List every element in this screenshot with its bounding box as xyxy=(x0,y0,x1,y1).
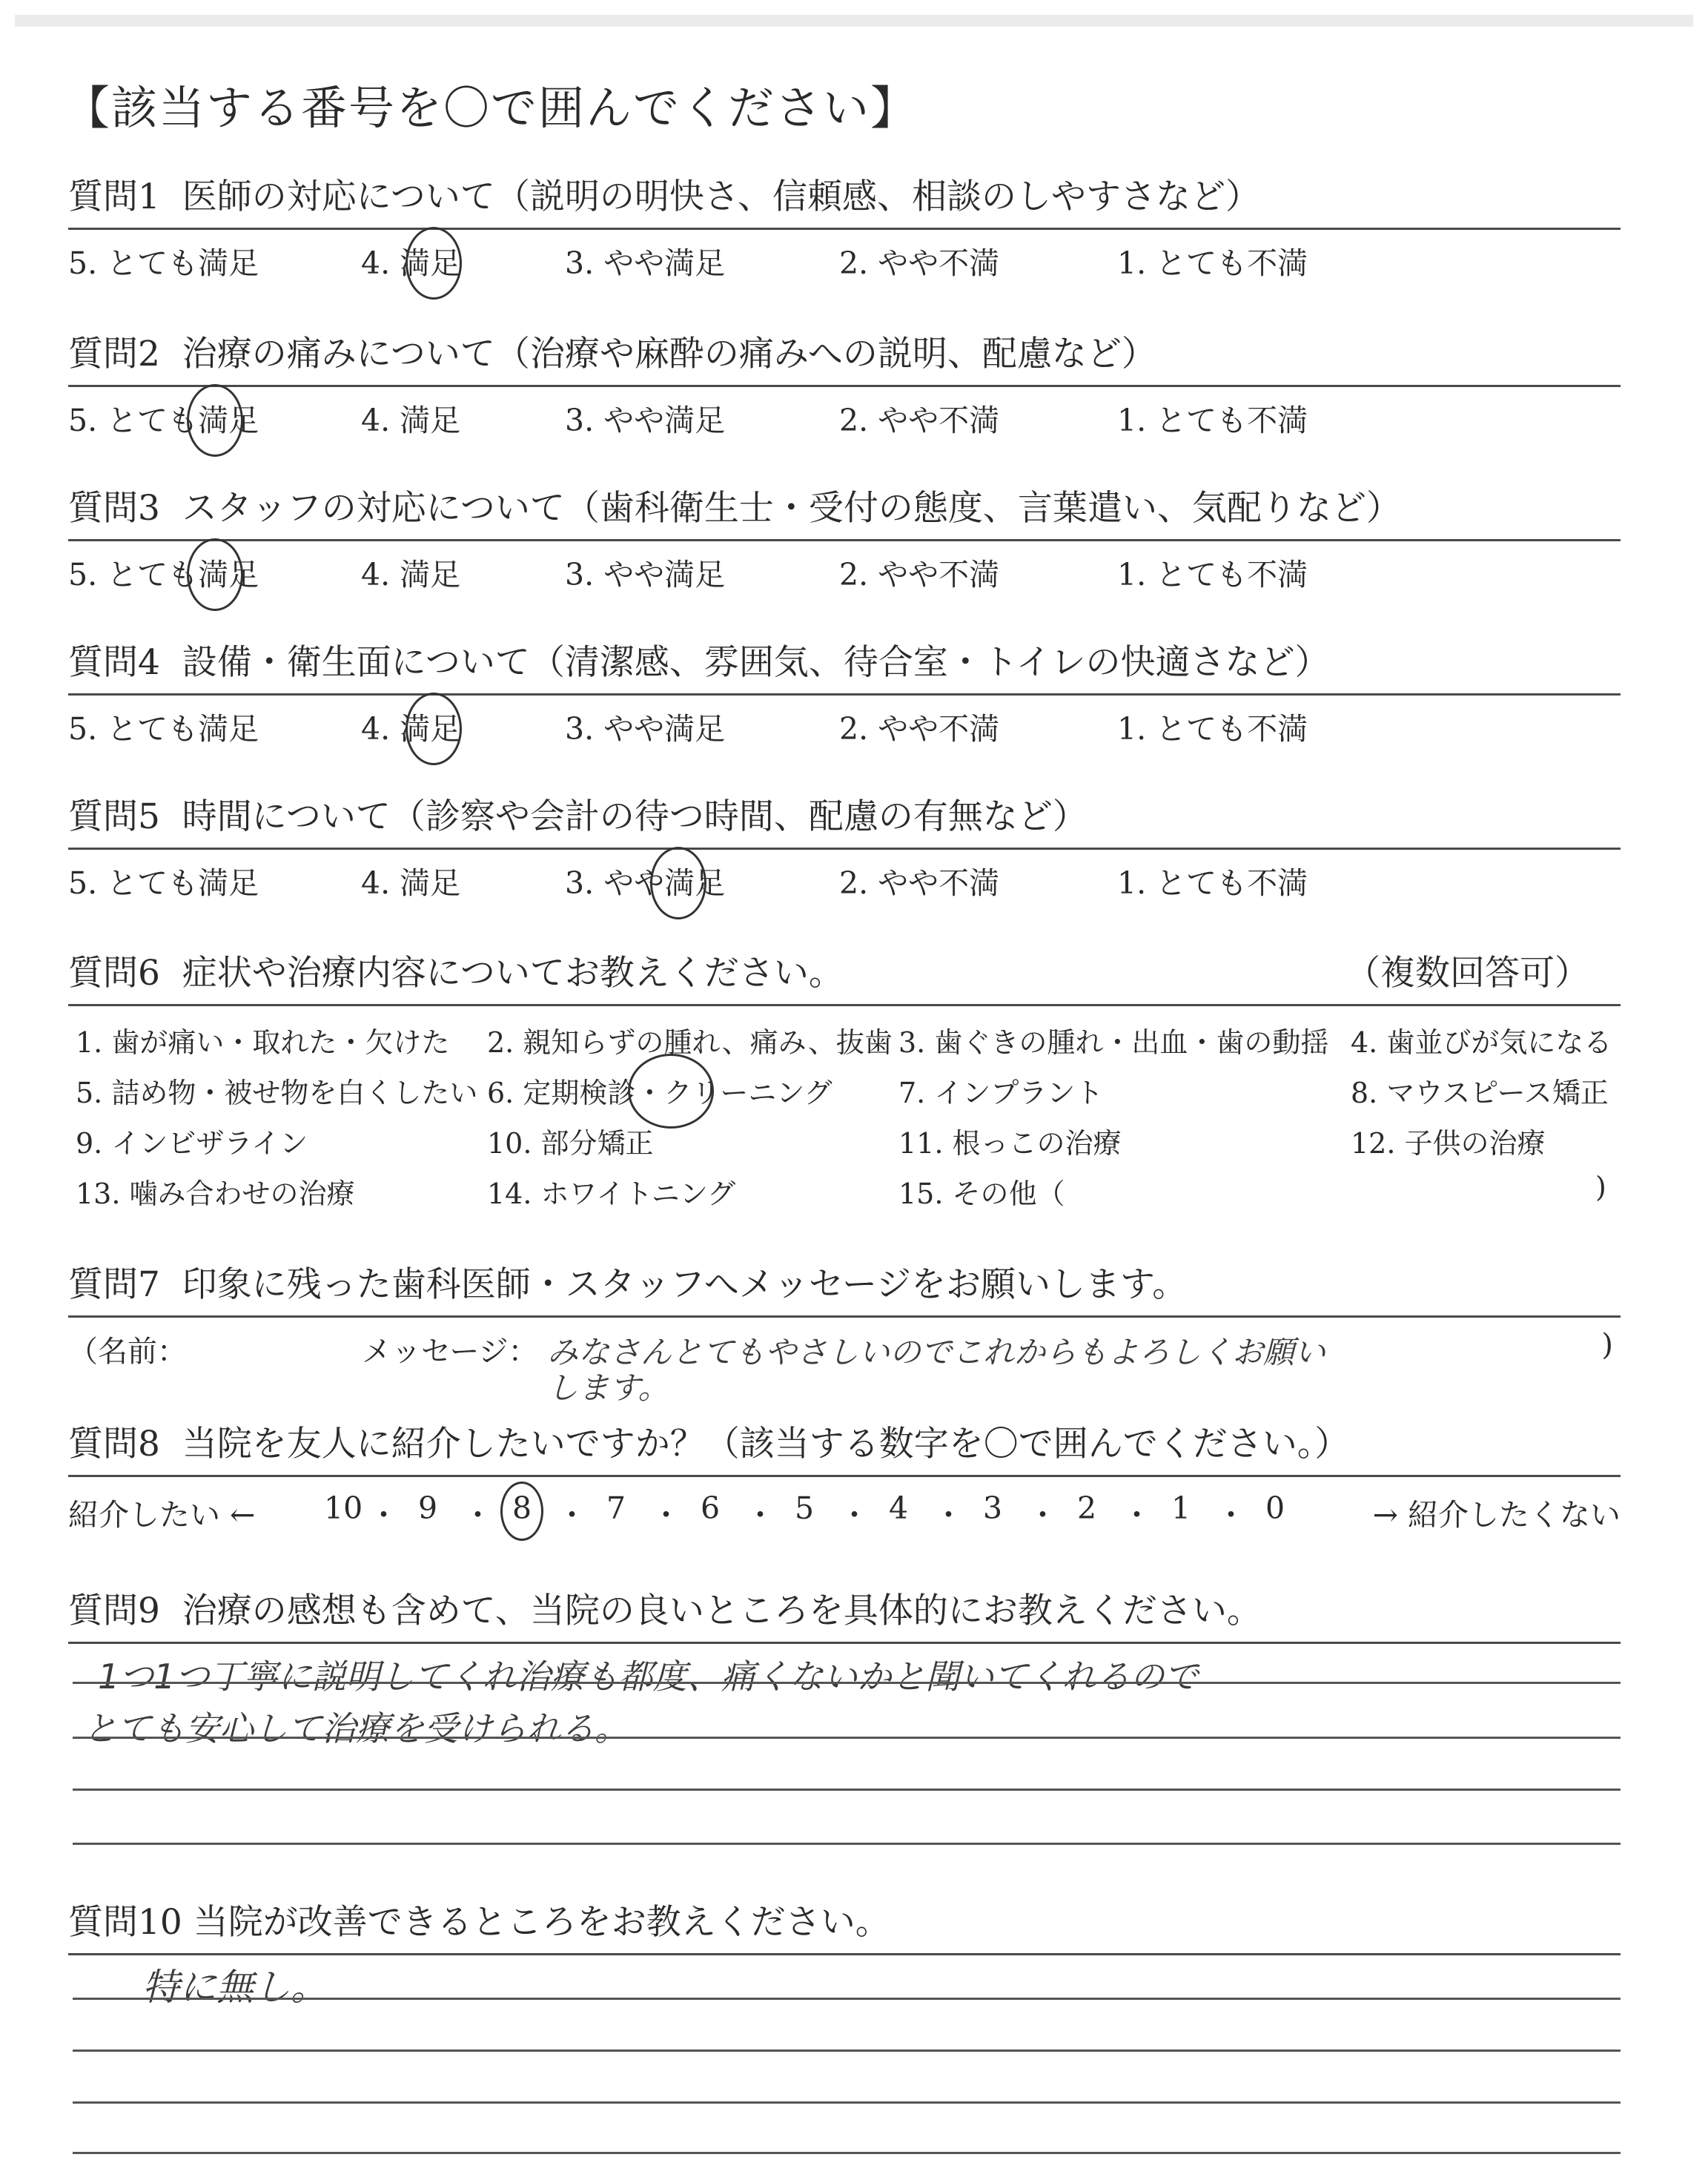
scale-number[interactable]: 6 xyxy=(701,1490,721,1526)
question-header xyxy=(68,635,1621,696)
question-label: 質問4 xyxy=(68,642,160,683)
question-label: 質問3 xyxy=(68,488,160,529)
selection-circle xyxy=(650,847,706,919)
question-label: 質問5 xyxy=(68,796,160,837)
scale-number[interactable]: 9 xyxy=(418,1490,438,1526)
question-9 xyxy=(68,1583,1621,1748)
question-text: スタッフの対応について（歯科衛生士・受付の態度、言葉遣い、気配りなど） xyxy=(182,488,1401,529)
question-header xyxy=(68,789,1621,850)
symptom-option[interactable]: 12. 子供の治療 xyxy=(1351,1127,1546,1160)
question-text: 当院が改善できるところをお教えください。 xyxy=(193,1902,890,1943)
question-label: 質問9 xyxy=(68,1591,160,1631)
rating-option[interactable]: 2. やや不満 xyxy=(839,711,1000,747)
symptom-option[interactable]: 8. マウスピース矯正 xyxy=(1351,1077,1609,1109)
question-label: 質問2 xyxy=(68,334,160,374)
rating-option[interactable]: 5. とても満足 xyxy=(68,557,259,592)
rating-option[interactable]: 3. やや満足 xyxy=(565,711,726,747)
rating-options xyxy=(68,541,1621,592)
scale-number[interactable]: 3 xyxy=(983,1490,1003,1526)
symptom-option[interactable]: 7. インプラント xyxy=(898,1077,1104,1109)
symptom-option[interactable]: 1. 歯が痛い・取れた・欠けた xyxy=(76,1026,450,1059)
question-header xyxy=(68,1257,1621,1318)
selection-circle xyxy=(187,384,243,457)
question-label: 質問10 xyxy=(68,1902,182,1943)
message-row xyxy=(68,1318,1621,1406)
scale-number[interactable]: 4 xyxy=(889,1490,909,1526)
rating-option[interactable]: 4. 満足 xyxy=(361,557,461,592)
multiple-answer-note: （複数回答可） xyxy=(1345,953,1589,994)
rating-option[interactable]: 1. とても不満 xyxy=(1117,557,1308,592)
question-label: 質問8 xyxy=(68,1424,160,1464)
question-text: 当院を友人に紹介したいですか？（該当する数字を〇で囲んでください。） xyxy=(182,1424,1350,1464)
question-text: 症状や治療内容についてお教えください。 xyxy=(182,953,844,994)
rating-option[interactable]: 5. とても満足 xyxy=(68,403,259,438)
rating-options xyxy=(68,850,1621,901)
answer-rule xyxy=(73,1682,1621,1684)
rating-option[interactable]: 4. 満足 xyxy=(361,711,461,747)
scale-separator: ・ xyxy=(368,1497,399,1533)
rating-option[interactable]: 5. とても満足 xyxy=(68,711,259,747)
scale-number[interactable]: 8 xyxy=(512,1490,532,1526)
rating-options xyxy=(68,696,1621,747)
answer-rule xyxy=(73,1843,1621,1845)
symptom-option[interactable]: 11. 根っこの治療 xyxy=(898,1127,1122,1160)
symptom-options xyxy=(68,1006,1621,1214)
question-4 xyxy=(68,635,1621,747)
selection-circle xyxy=(628,1054,714,1129)
scale-separator: ・ xyxy=(651,1497,681,1533)
rating-option[interactable]: 5. とても満足 xyxy=(68,245,259,281)
improvement-answer: 特に無し。 xyxy=(142,1966,328,2009)
symptom-option[interactable]: 5. 詰め物・被せ物を白くしたい xyxy=(76,1077,478,1109)
answer-rule xyxy=(73,2152,1621,2154)
scale-separator: ・ xyxy=(933,1497,964,1533)
symptom-option[interactable]: 2. 親知らずの腫れ、痛み、抜歯 xyxy=(487,1026,893,1059)
symptom-option[interactable]: 9. インビザライン xyxy=(76,1127,308,1160)
name-label: （名前： xyxy=(68,1335,187,1369)
scale-number[interactable]: 0 xyxy=(1265,1490,1285,1526)
rating-option[interactable]: 2. やや不満 xyxy=(839,403,1000,438)
rating-option[interactable]: 2. やや不満 xyxy=(839,245,1000,281)
question-label: 質問1 xyxy=(68,176,160,217)
question-text: 治療の感想も含めて、当院の良いところを具体的にお教えください。 xyxy=(182,1591,1262,1631)
rating-option[interactable]: 1. とても不満 xyxy=(1117,245,1308,281)
answer-rule xyxy=(73,2101,1621,2104)
selection-circle xyxy=(187,538,243,611)
question-5 xyxy=(68,789,1621,901)
rating-option[interactable]: 1. とても不満 xyxy=(1117,865,1308,901)
recommend-scale xyxy=(68,1477,1621,1533)
selection-circle xyxy=(406,693,462,765)
scale-number[interactable]: 1 xyxy=(1171,1490,1191,1526)
question-text: 治療の痛みについて（治療や麻酔の痛みへの説明、配慮など） xyxy=(182,334,1156,374)
scale-left-label: 紹介したい ← xyxy=(68,1497,256,1533)
selection-circle xyxy=(406,227,462,300)
question-7 xyxy=(68,1257,1621,1406)
page-title: 【該当する番号を〇で囲んでください】 xyxy=(64,81,918,135)
rating-option[interactable]: 4. 満足 xyxy=(361,403,461,438)
scale-separator: ・ xyxy=(839,1497,870,1533)
question-2 xyxy=(68,326,1621,438)
rating-option[interactable]: 1. とても不満 xyxy=(1117,403,1308,438)
question-header xyxy=(68,480,1621,541)
answer-rule xyxy=(73,2050,1621,2052)
question-header xyxy=(68,1583,1621,1644)
symptom-option[interactable]: 13. 噛み合わせの治療 xyxy=(76,1178,355,1210)
scale-right-label: → 紹介したくない xyxy=(1372,1497,1621,1533)
question-6 xyxy=(68,945,1621,1214)
symptom-option[interactable]: 10. 部分矯正 xyxy=(487,1127,654,1160)
question-8 xyxy=(68,1416,1621,1533)
question-text: 医師の対応について（説明の明快さ、信頼感、相談のしやすさなど） xyxy=(182,176,1260,217)
answer-rule xyxy=(73,1737,1621,1739)
rating-option[interactable]: 2. やや不満 xyxy=(839,557,1000,592)
question-header xyxy=(68,945,1621,1006)
rating-option[interactable]: 2. やや不満 xyxy=(839,865,1000,901)
message-line-2: します。 xyxy=(547,1370,669,1406)
message-label: メッセージ： xyxy=(362,1335,538,1369)
rating-option[interactable]: 4. 満足 xyxy=(361,865,461,901)
question-header xyxy=(68,169,1621,230)
scale-number[interactable]: 2 xyxy=(1077,1490,1097,1526)
answer-rule xyxy=(73,1998,1621,2000)
answer-line-1: 1つ1つ丁寧に説明してくれ治療も都度、痛くないかと聞いてくれるので xyxy=(98,1657,1199,1697)
rating-option[interactable]: 3. やや満足 xyxy=(565,865,726,901)
rating-option[interactable]: 3. やや満足 xyxy=(565,557,726,592)
question-3 xyxy=(68,480,1621,592)
question-10 xyxy=(68,1895,1621,2009)
question-header xyxy=(68,1416,1621,1477)
symptom-option: ) xyxy=(1595,1171,1606,1203)
scale-separator: ・ xyxy=(745,1497,775,1533)
question-text: 印象に残った歯科医師・スタッフへメッセージをお願いします。 xyxy=(182,1264,1188,1305)
answer-line-2: とても安心して治療を受けられる。 xyxy=(83,1708,629,1748)
selection-circle xyxy=(500,1482,543,1541)
question-label: 質問6 xyxy=(68,953,160,994)
scale-number[interactable]: 5 xyxy=(795,1490,815,1526)
question-label: 質問7 xyxy=(68,1264,160,1305)
question-text: 時間について（診察や会計の待つ時間、配慮の有無など） xyxy=(182,796,1088,837)
rating-options xyxy=(68,230,1621,281)
rating-option[interactable]: 3. やや満足 xyxy=(565,403,726,438)
question-text: 設備・衛生面について（清潔感、雰囲気、待合室・トイレの快適さなど） xyxy=(182,642,1330,683)
symptom-option[interactable]: 6. 定期検診・クリーニング xyxy=(487,1077,833,1109)
message-line-1: みなさんとてもやさしいのでこれからもよろしくお願い xyxy=(547,1334,1326,1370)
question-1 xyxy=(68,169,1621,281)
symptom-option[interactable]: 15. その他（ xyxy=(898,1178,1065,1210)
scale-separator: ・ xyxy=(463,1497,493,1533)
scan-edge xyxy=(15,15,1693,27)
scale-number[interactable]: 7 xyxy=(606,1490,626,1526)
rating-option[interactable]: 5. とても満足 xyxy=(68,865,259,901)
scale-number[interactable]: 10 xyxy=(324,1490,363,1526)
scale-separator: ・ xyxy=(1027,1497,1058,1533)
question-header xyxy=(68,326,1621,387)
symptom-option[interactable]: 4. 歯並びが気になる xyxy=(1351,1026,1612,1059)
rating-options xyxy=(68,387,1621,438)
answer-rule xyxy=(73,1789,1621,1791)
close-paren: ) xyxy=(1601,1328,1613,1362)
rating-option[interactable]: 3. やや満足 xyxy=(565,245,726,281)
rating-option[interactable]: 4. 満足 xyxy=(361,245,461,281)
symptom-option[interactable]: 14. ホワイトニング xyxy=(487,1178,736,1210)
scale-separator: ・ xyxy=(557,1497,587,1533)
scale-separator: ・ xyxy=(1216,1497,1246,1533)
rating-option[interactable]: 1. とても不満 xyxy=(1117,711,1308,747)
symptom-option[interactable]: 3. 歯ぐきの腫れ・出血・歯の動揺 xyxy=(898,1026,1329,1059)
question-header xyxy=(68,1895,1621,1955)
scale-separator: ・ xyxy=(1122,1497,1152,1533)
